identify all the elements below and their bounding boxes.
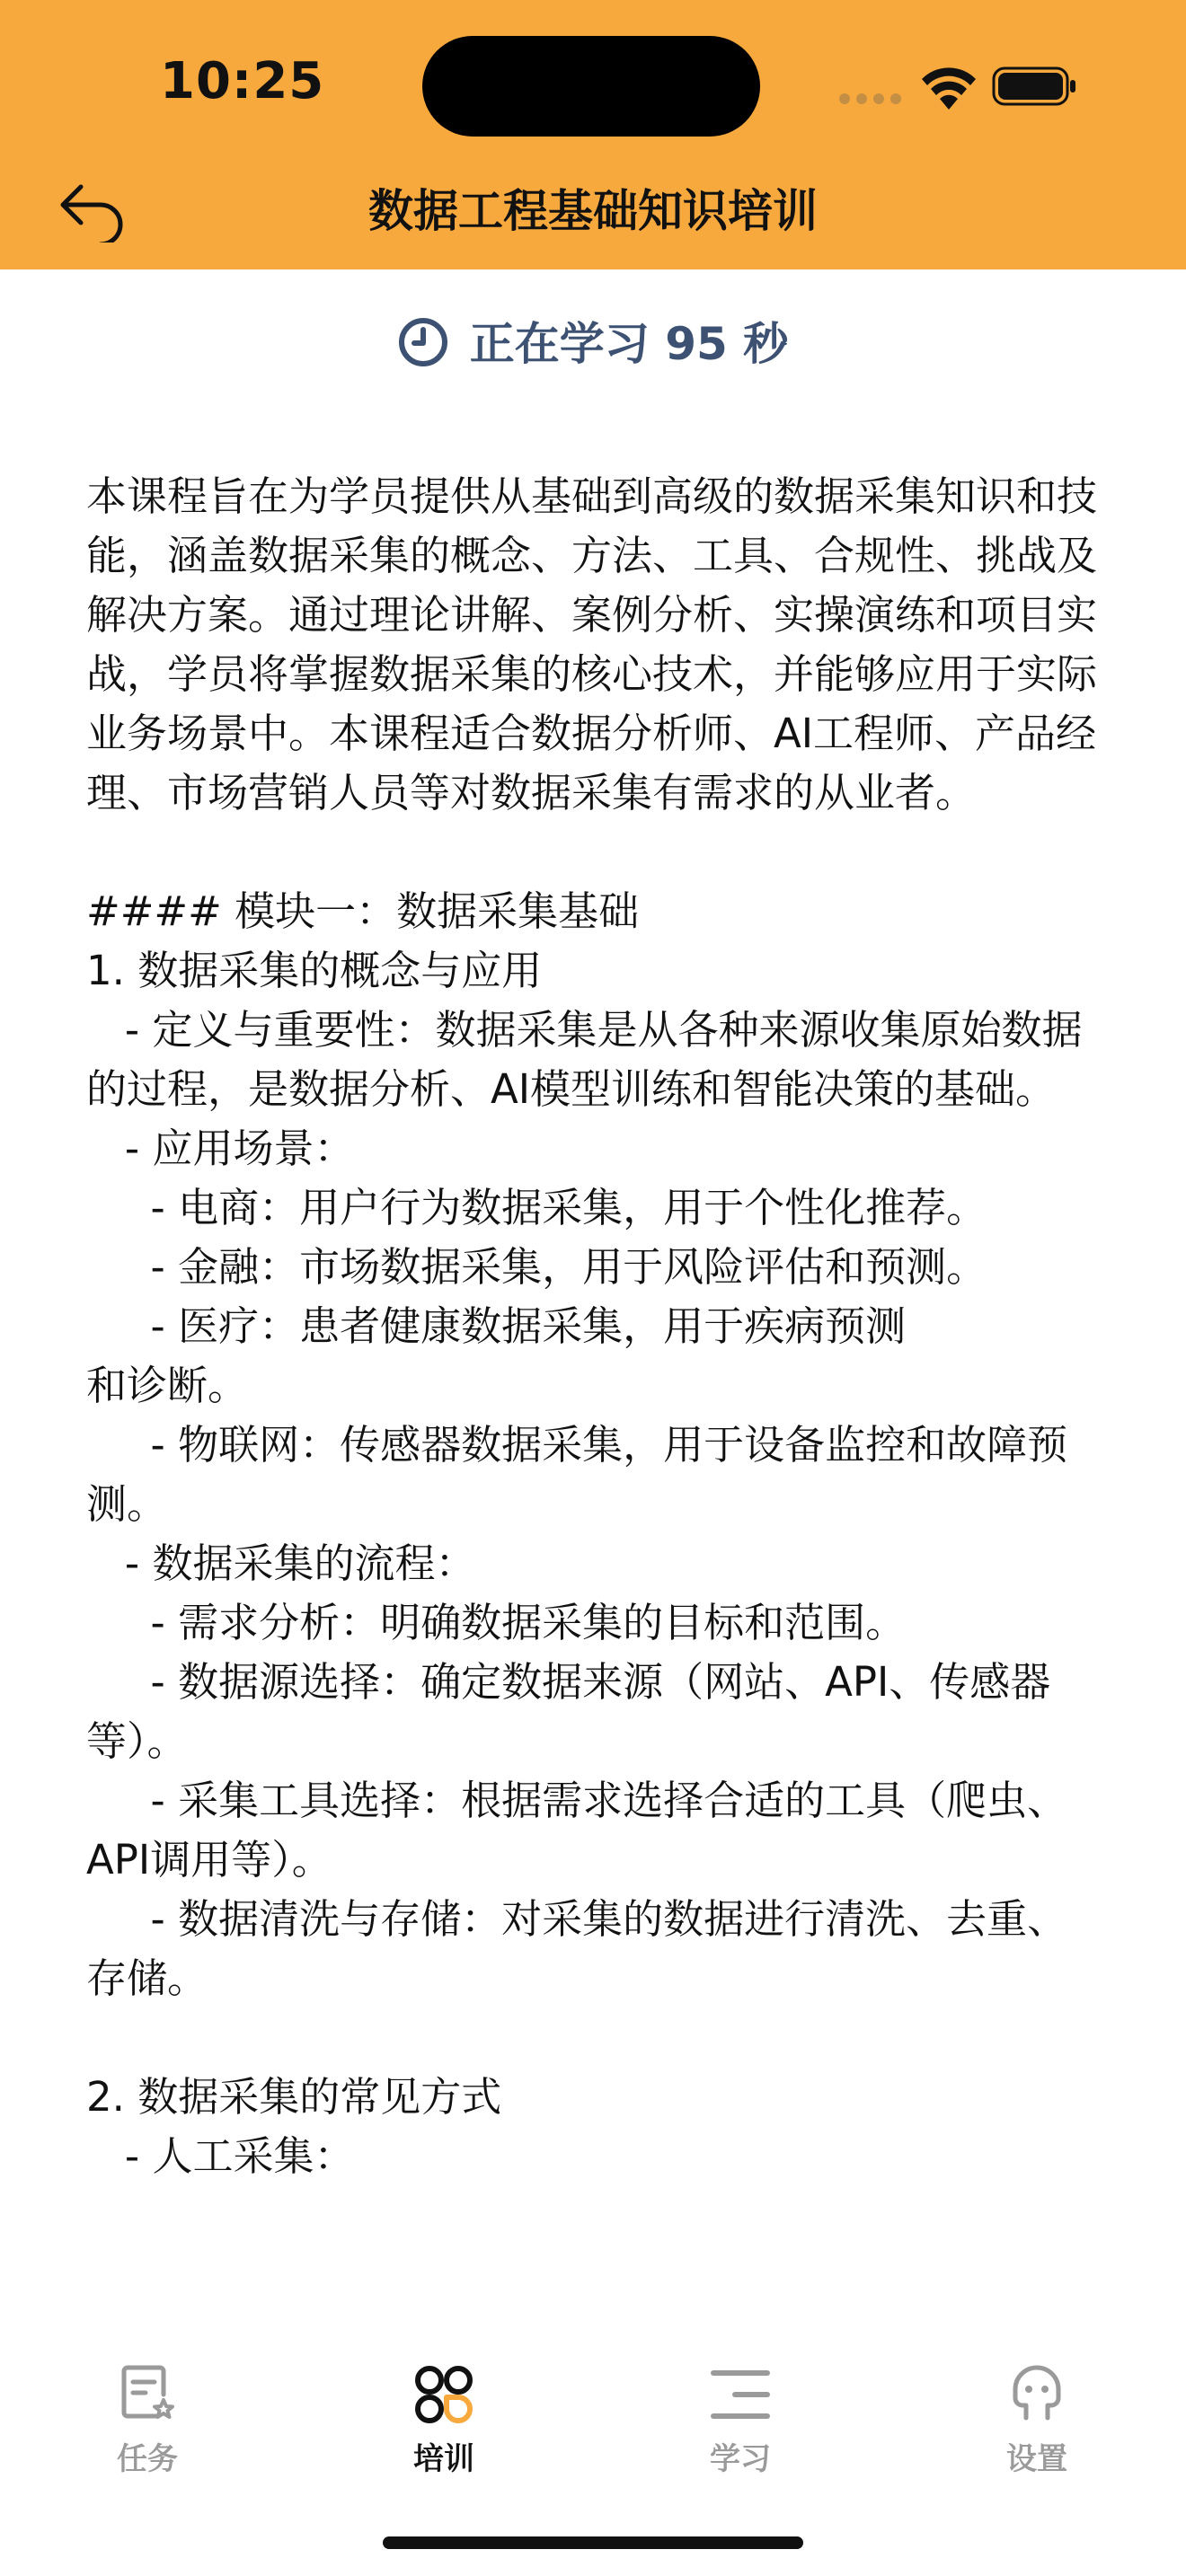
tab-label: 设置: [1006, 2441, 1067, 2477]
back-arrow-icon[interactable]: [50, 180, 131, 243]
wifi-icon: [920, 65, 978, 111]
study-timer-text: 正在学习 95 秒: [469, 318, 789, 370]
tab-task[interactable]: [58, 2362, 237, 2479]
tab-settings[interactable]: [947, 2362, 1127, 2479]
dynamic-island: [422, 36, 760, 137]
battery-icon: [992, 66, 1078, 106]
task-icon: [115, 2362, 180, 2427]
tab-label: 任务: [117, 2441, 178, 2477]
course-content: 本课程旨在为学员提供从基础到高级的数据采集知识和技能，涵盖数据采集的概念、方法、工具、合规性、挑战及解决方案。通过理论讲解、案例分析、实操演练和项目实战，学员将掌握数据采集的核心技术，并能够应用于实际业务场景中。本课程适合数据分析师、AI工程师、产品经理、市场营销人员等对数据采集有需求的从业者。 #### 模块一：数据采集基础 1. 数据采集的概念与应用 - 定义与重要性：数据采集是从各种来源收集原始数据的过程，是数据分析、AI模型训练和智能决策的基础。 - 应用场景： - 电商：用户行为数据采集，用于个性化推荐。 - 金融：市场数据采集，用于风险评估和预测。 - 医疗：患者健康数据采集，用于疾病预测 和诊断。 - 物联网：传感器数据采集，用于设备监控和故障预测。 - 数据采集的流程： - 需求分析：明确数据采集的目标和范围。 - 数据源选择：确定数据来源（网站、API、传感器等）。 - 采集工具选择：根据需求选择合适的工具（爬虫、API调用等）。 - 数据清洗与存储：对采集的数据进行清洗、去重、存储。 2. 数据采集的常见方式 - 人工采集：: [86, 472, 1098, 2180]
clock-icon: [398, 317, 448, 367]
tab-training[interactable]: [354, 2362, 534, 2479]
home-indicator: [383, 2536, 803, 2549]
study-list-icon: [708, 2362, 773, 2427]
tab-label: 学习: [710, 2441, 771, 2477]
study-timer: [0, 313, 1186, 375]
status-time: 10:25: [160, 52, 325, 110]
tab-label: 培训: [413, 2441, 474, 2477]
status-bar: [0, 0, 1186, 171]
page-title: 数据工程基础知识培训: [368, 185, 818, 237]
training-icon: [412, 2362, 476, 2427]
cellular-signal-icon: [839, 93, 902, 104]
tab-study[interactable]: [651, 2362, 830, 2479]
settings-face-icon: [1005, 2362, 1069, 2427]
